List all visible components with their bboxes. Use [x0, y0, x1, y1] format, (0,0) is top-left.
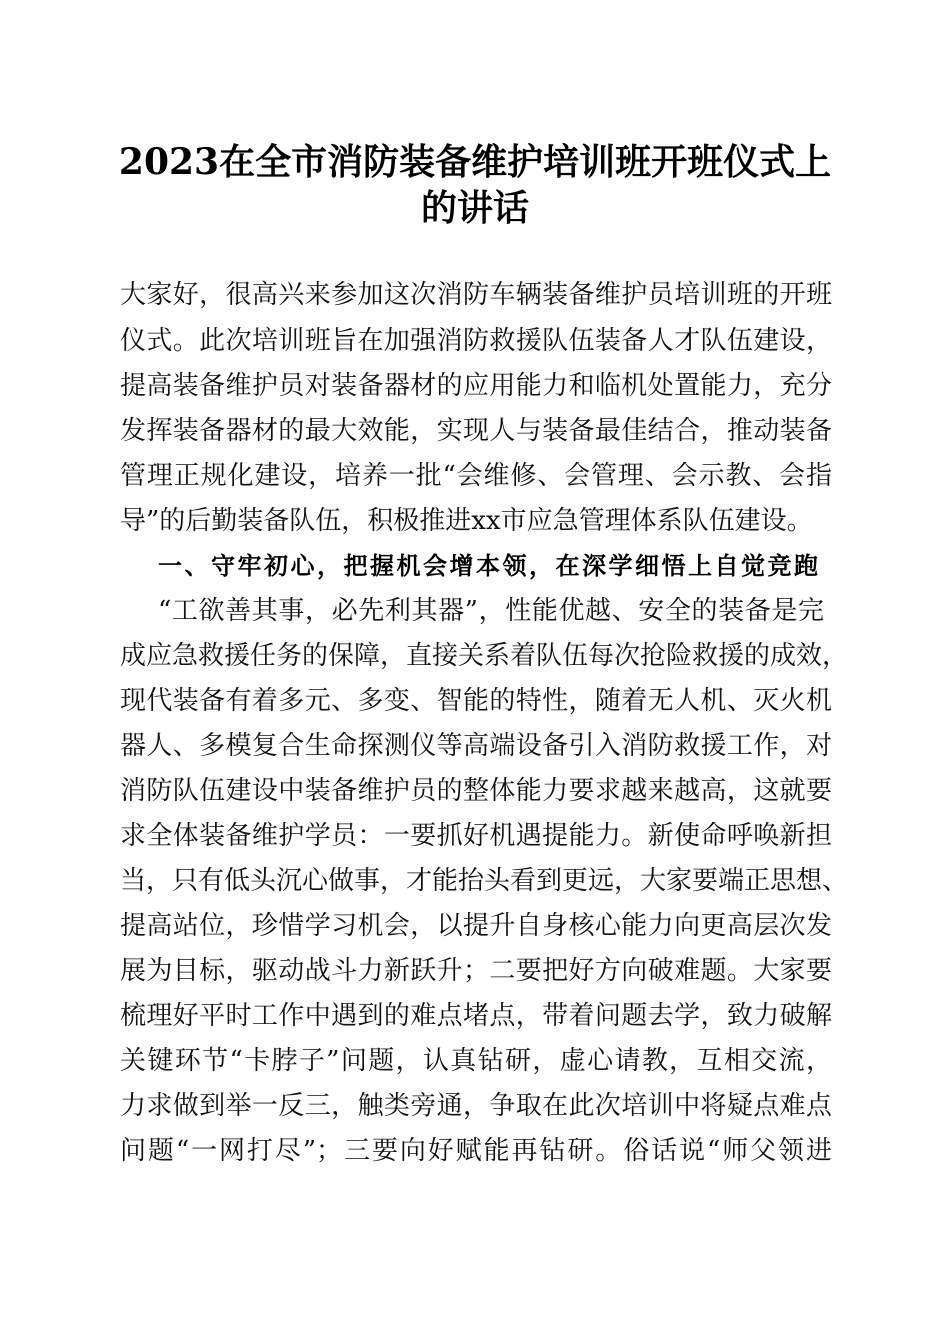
paragraph-line: 消防队伍建设中装备维护员的整体能力要求越来越高，这就要 — [120, 776, 832, 806]
paragraph-line: 大家好，很高兴来参加这次消防车辆装备维护员培训班的开班 — [120, 280, 832, 310]
paragraph-line: 展为目标，驱动战斗力新跃升；二要把好方向破难题。大家要 — [120, 956, 832, 986]
paragraph-line: 力求做到举一反三，触类旁通，争取在此次培训中将疑点难点 — [120, 1091, 832, 1121]
paragraph-line: 问题“一网打尽”；三要向好赋能再钻研。俗话说“师父领进 — [120, 1136, 832, 1166]
document-title-line-1: 2023在全市消防装备维护培训班开班仪式上 — [118, 141, 832, 183]
paragraph-line: 发挥装备器材的最大效能，实现人与装备最佳结合，推动装备 — [120, 416, 832, 446]
paragraph-line: 成应急救援任务的保障，直接关系着队伍每次抢险救援的成效， — [120, 641, 849, 671]
paragraph-line: 仪式。此次培训班旨在加强消防救援队伍装备人才队伍建设， — [120, 326, 832, 356]
paragraph-line: 导”的后勤装备队伍，积极推进xx市应急管理体系队伍建设。 — [120, 506, 813, 536]
paragraph-line: 提高装备维护员对装备器材的应用能力和临机处置能力，充分 — [120, 371, 832, 401]
paragraph-line: 提高站位，珍惜学习机会，以提升自身核心能力向更高层次发 — [120, 911, 832, 941]
paragraph-line: 关键环节“卡脖子”问题，认真钻研，虚心请教，互相交流， — [120, 1046, 832, 1076]
section-heading-1: 一、守牢初心，把握机会增本领，在深学细悟上自觉竞跑 — [158, 552, 818, 580]
paragraph-line: “工欲善其事，必先利其器”，性能优越、安全的装备是完 — [158, 596, 824, 626]
paragraph-line: 求全体装备维护学员：一要抓好机遇提能力。新使命呼唤新担 — [120, 821, 832, 851]
paragraph-line: 器人、多模复合生命探测仪等高端设备引入消防救援工作，对 — [120, 731, 832, 761]
paragraph-line: 梳理好平时工作中遇到的难点堵点，带着问题去学，致力破解 — [120, 1001, 832, 1031]
paragraph-line: 管理正规化建设，培养一批“会维修、会管理、会示教、会指 — [120, 461, 832, 491]
paragraph-line: 现代装备有着多元、多变、智能的特性，随着无人机、灭火机 — [120, 686, 832, 716]
paragraph-line: 当，只有低头沉心做事，才能抬头看到更远，大家要端正思想、 — [120, 866, 849, 896]
document-title-line-2: 的讲话 — [420, 187, 529, 229]
